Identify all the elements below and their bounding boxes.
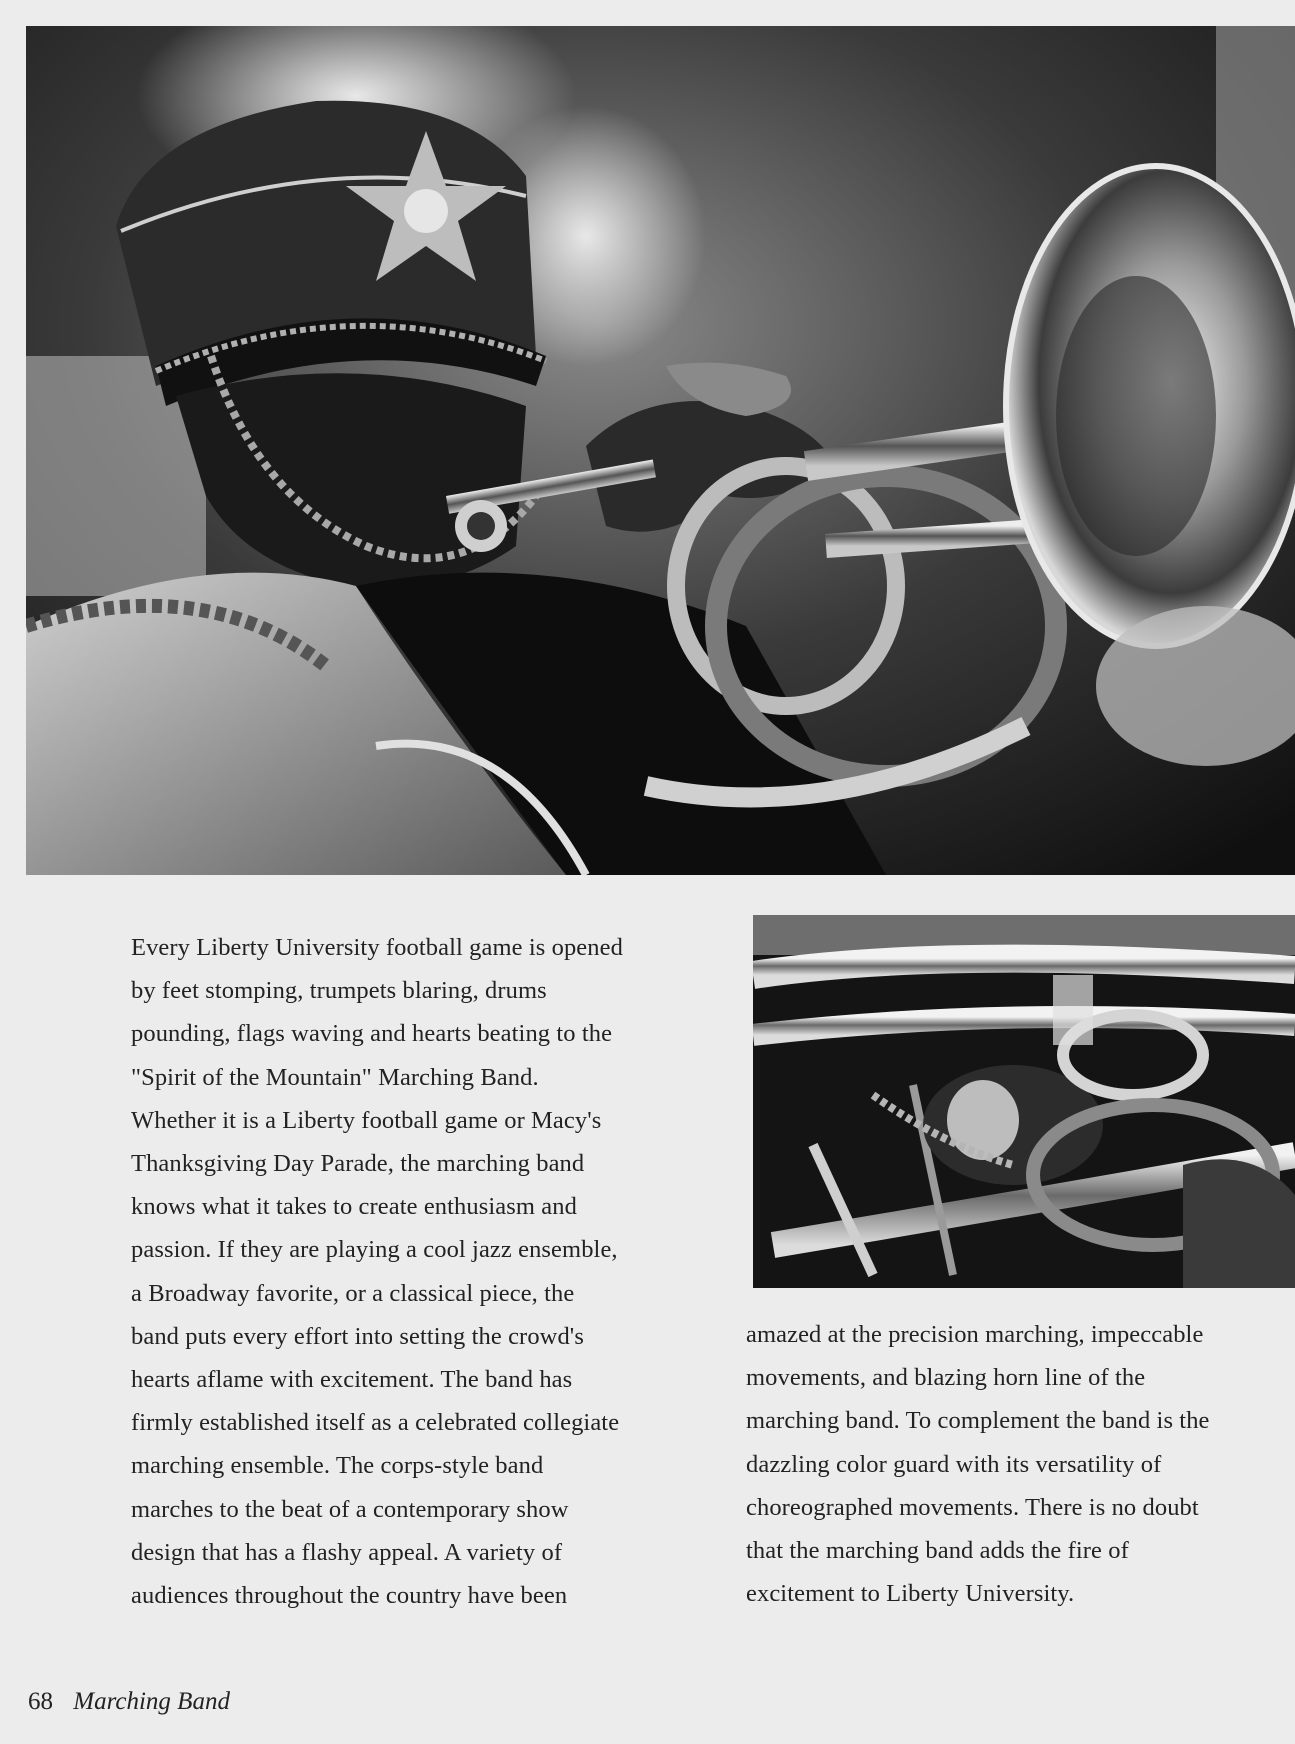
text-line: dazzling color guard with its versatility of <box>746 1450 1162 1478</box>
text-line: choreographed movements. There is no doubt <box>746 1493 1199 1521</box>
page-number: 68 <box>28 1688 53 1715</box>
page-folio <box>28 1688 230 1716</box>
text-line: band puts every effort into setting the crowd's <box>131 1322 584 1350</box>
text-line: marches to the beat of a contemporary show <box>131 1495 569 1523</box>
text-line: "Spirit of the Mountain" Marching Band. <box>131 1063 539 1091</box>
text-line: hearts aflame with excitement. The band has <box>131 1366 573 1394</box>
text-line: marching band. To complement the band is the <box>746 1407 1210 1435</box>
text-line: by feet stomping, trumpets blaring, drums <box>131 977 547 1005</box>
text-line: Every Liberty University football game is opened <box>131 934 623 961</box>
text-line: firmly established itself as a celebrated collegiate <box>131 1409 620 1437</box>
text-line: Whether it is a Liberty football game or Macy's <box>131 1106 602 1134</box>
text-line: pounding, flags waving and hearts beating to the <box>131 1020 613 1048</box>
text-line: amazed at the precision marching, impeccable <box>746 1321 1204 1348</box>
article-text-left-column <box>131 926 691 1617</box>
text-line: marching ensemble. The corps-style band <box>131 1452 544 1480</box>
text-line: passion. If they are playing a cool jazz ensemble, <box>131 1236 618 1264</box>
text-line: Thanksgiving Day Parade, the marching band <box>131 1150 585 1178</box>
text-line: excitement to Liberty University. <box>746 1580 1075 1608</box>
text-line: knows what it takes to create enthusiasm and <box>131 1193 577 1221</box>
text-line: design that has a flashy appeal. A variety of <box>131 1538 563 1566</box>
main-photo-band-member-with-horn <box>26 26 1295 875</box>
text-line: a Broadway favorite, or a classical piece, the <box>131 1279 575 1307</box>
article-text-right-column <box>746 1313 1295 1615</box>
text-line: movements, and blazing horn line of the <box>746 1364 1146 1392</box>
secondary-photo-brass-tubing-closeup <box>753 915 1295 1288</box>
text-line: that the marching band adds the fire of <box>746 1537 1129 1565</box>
text-line: audiences throughout the country have been <box>131 1582 568 1610</box>
section-title: Marching Band <box>73 1688 230 1715</box>
